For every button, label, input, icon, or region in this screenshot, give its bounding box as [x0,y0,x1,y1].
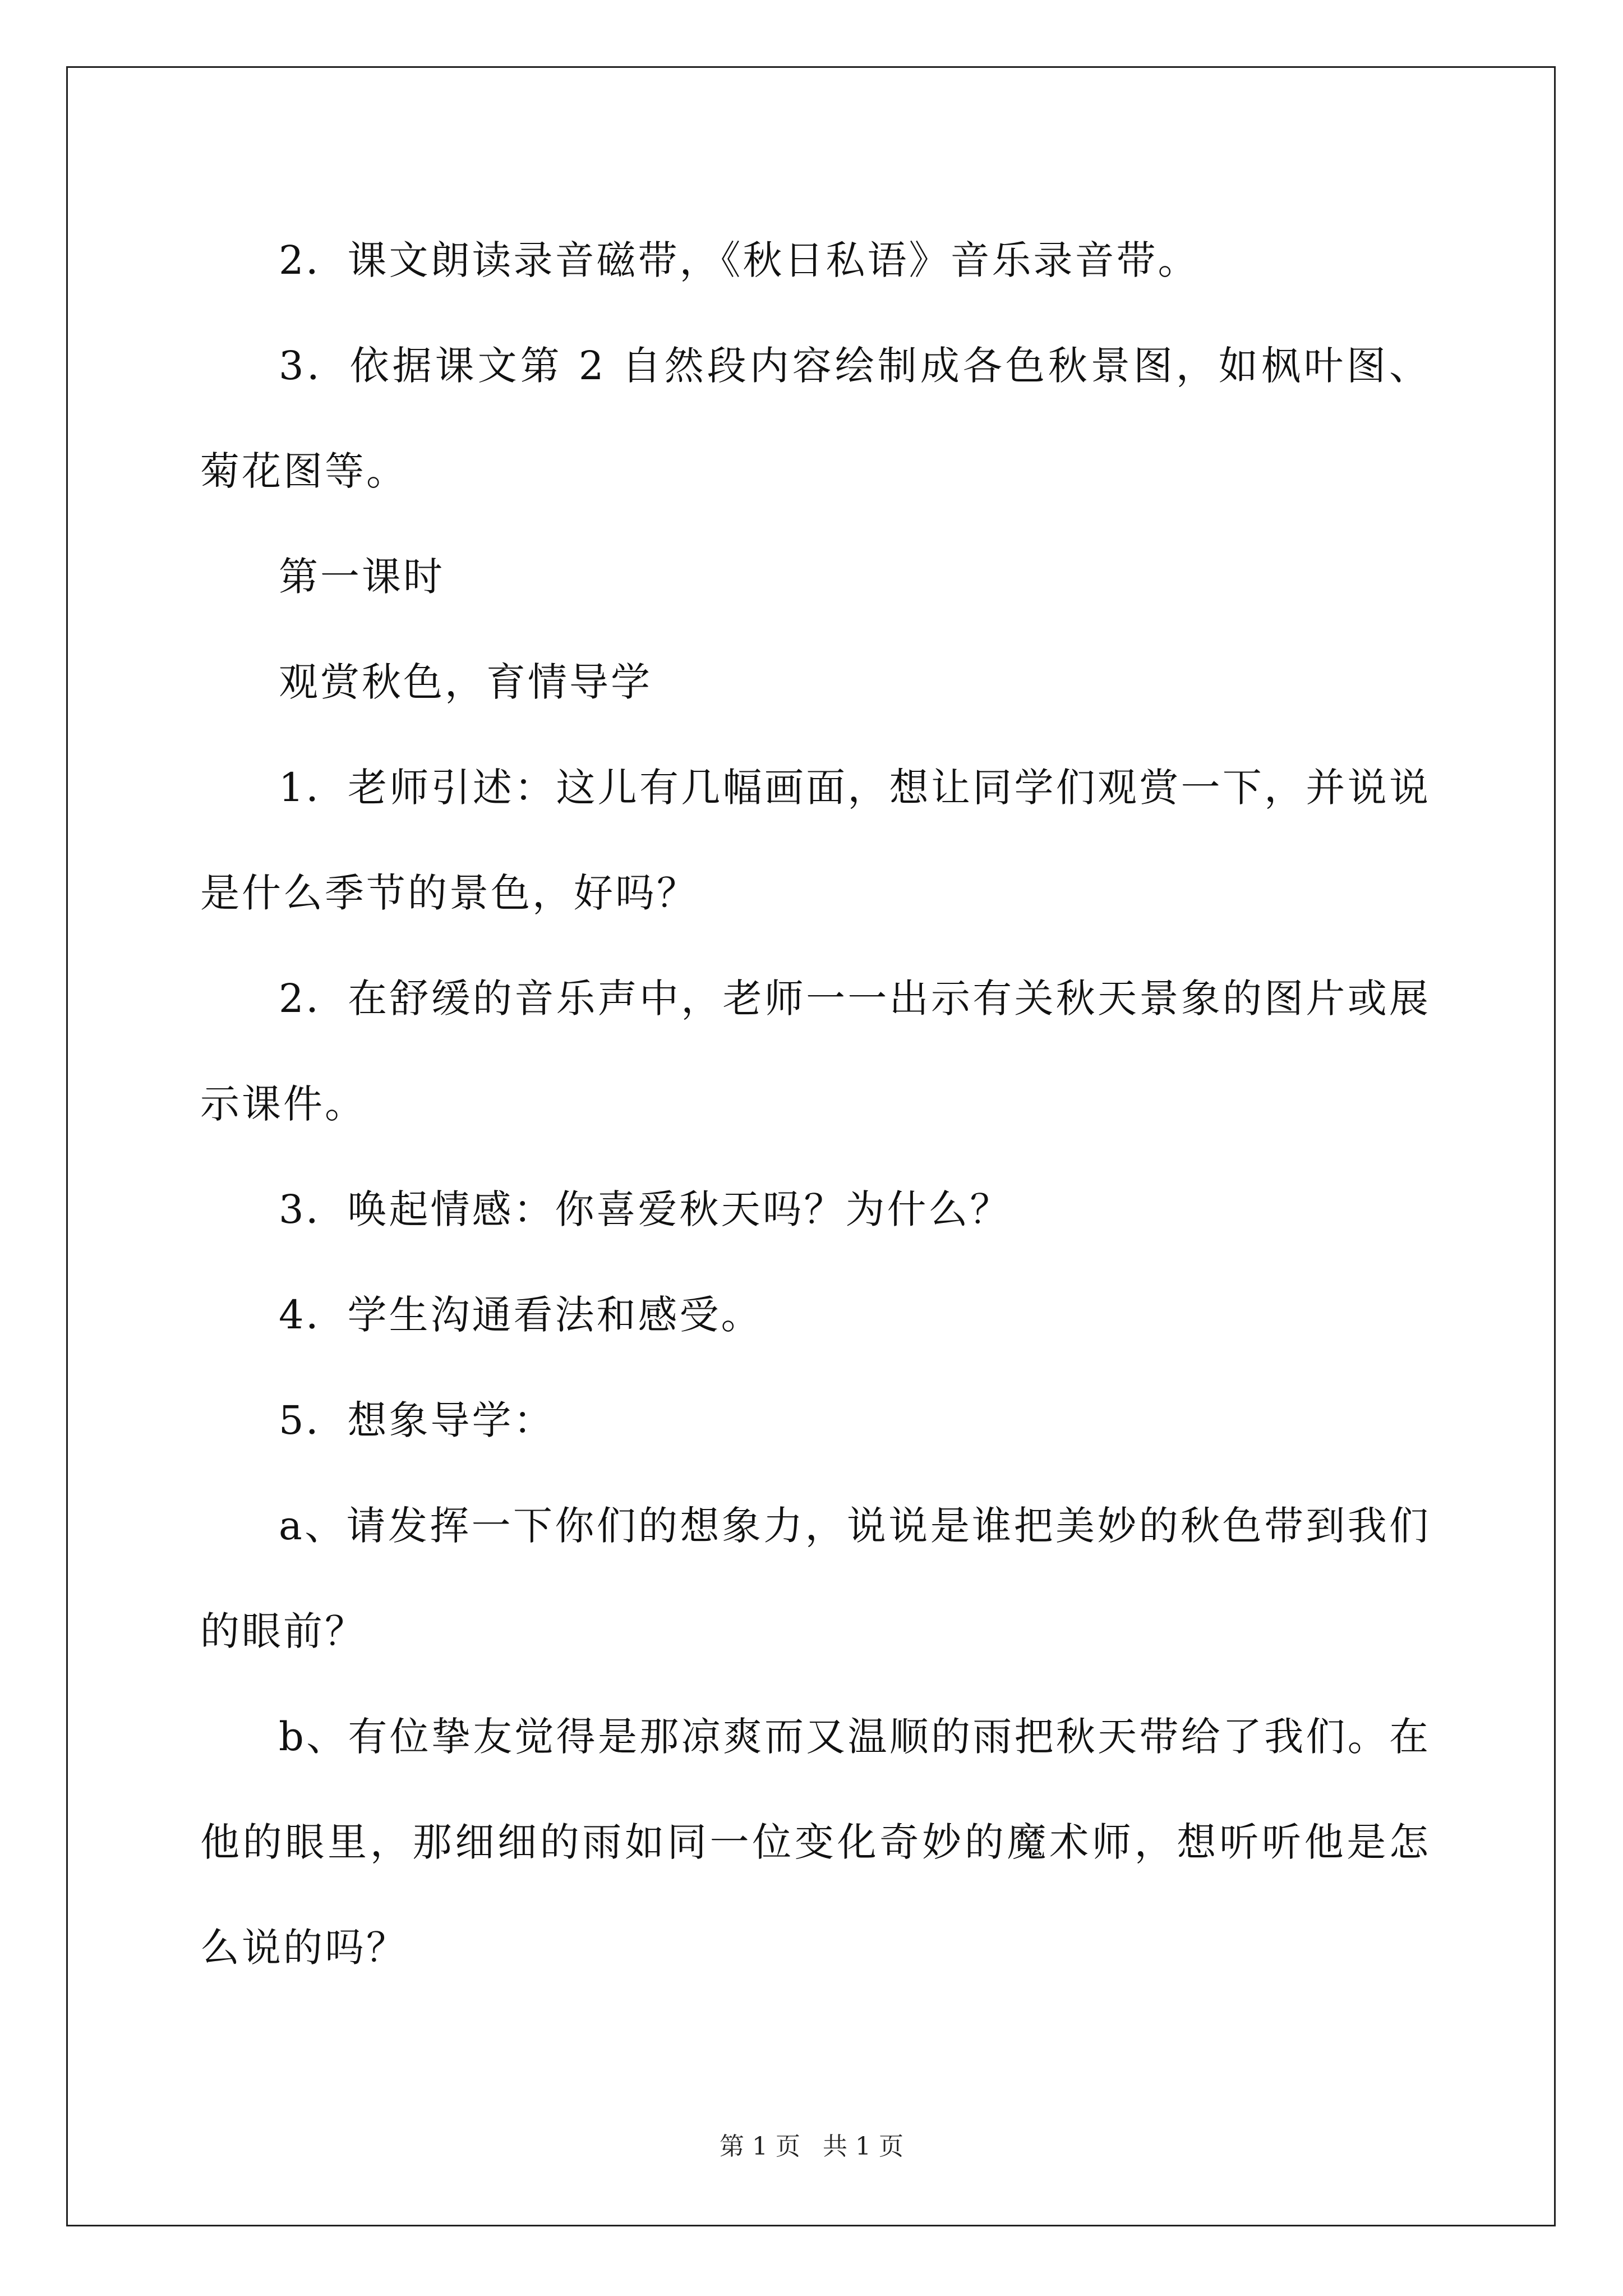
paragraph: a、请发挥一下你们的想象力，说说是谁把美妙的秋色带到我们的眼前？ [200,1503,1431,1654]
paragraph: 2．课文朗读录音磁带，《秋日私语》音乐录音带。 [279,237,1200,283]
paragraph: b、有位挚友觉得是那凉爽而又温顺的雨把秋天带给了我们。在他的眼里，那细细的雨如同一位变化奇妙的魔术师，想听听他是怎么说的吗？ [200,1714,1431,1971]
section-subheading: 观赏秋色，育情导学 [279,659,652,705]
paragraph: 5．想象导学： [279,1397,555,1443]
paragraph: 1．老师引述：这儿有几幅画面，想让同学们观赏一下，并说说是什么季节的景色，好吗？ [200,765,1431,916]
paragraph: 3．依据课文第 2 自然段内容绘制成各色秋景图，如枫叶图、菊花图等。 [200,343,1431,494]
paragraph: 4．学生沟通看法和感受。 [279,1292,763,1338]
page-number: 第 1 页 [720,2132,800,2161]
paragraph: 2．在舒缓的音乐声中，老师一一出示有关秋天景象的图片或展示课件。 [200,976,1431,1127]
paragraph: 3．唤起情感：你喜爱秋天吗？为什么？ [279,1186,1012,1232]
document-body [200,208,1431,2000]
section-heading: 第一课时 [279,554,445,600]
page-footer [0,2126,1623,2162]
page-total: 共 1 页 [823,2132,903,2161]
